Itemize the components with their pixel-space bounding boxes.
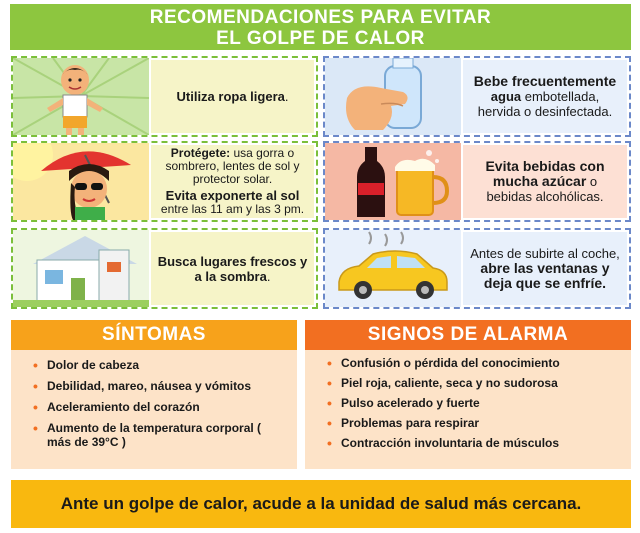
tip-coche (323, 228, 631, 309)
tip-protegete-text-1: Protégete: usa gorra o sombrero, lentes de sol y protector solar. (165, 146, 300, 186)
tip-coche-text: Antes de subirte al coche, abre las ventanas y deja que se enfríe. (470, 246, 620, 291)
signos-alarma-title: SIGNOS DE ALARMA (305, 320, 631, 350)
footer-banner: Ante un golpe de calor, acude a la unidad de salud más cercana. (11, 480, 631, 528)
title-line-2: EL GOLPE DE CALOR (216, 28, 425, 49)
tip-ropa-ligera (11, 56, 318, 137)
signos-alarma-panel (305, 320, 631, 469)
main-title (10, 4, 631, 50)
tip-lugares-text: Busca lugares frescos y a la sombra. (157, 253, 308, 284)
tip-protegete-text-2: Evita exponerte al sol entre las 11 am y las 3 pm. (160, 188, 305, 216)
list-item: • Contracción involuntaria de músculos (327, 436, 621, 450)
tip-evita-bebidas (323, 141, 631, 222)
house-shade-illustration (13, 230, 149, 307)
title-line-1: RECOMENDACIONES PARA EVITAR (149, 7, 492, 28)
sintomas-panel (11, 320, 297, 469)
tip-ropa-text: Utiliza ropa ligera. (176, 89, 289, 104)
tip-agua-text: Bebe frecuentemente agua embotellada, hervida o desinfectada. (473, 73, 617, 119)
hand-water-bottle-illustration (325, 58, 461, 135)
list-item: • Pulso acelerado y fuerte (327, 396, 621, 410)
list-item: • Piel roja, caliente, seca y no sudorosa (327, 376, 621, 390)
sintomas-title: SÍNTOMAS (11, 320, 297, 350)
list-item: • Aceleramiento del corazón (33, 400, 287, 414)
list-item: • Problemas para respirar (327, 416, 621, 430)
soda-beer-illustration (325, 143, 461, 220)
list-item: • Debilidad, mareo, náusea y vómitos (33, 379, 287, 393)
tip-lugares-frescos (11, 228, 318, 309)
tip-protegete (11, 141, 318, 222)
sintomas-list (11, 350, 297, 449)
list-item: • Aumento de la temperatura corporal ( más de 39°C ) (33, 421, 287, 449)
list-item: • Confusión o pérdida del conocimiento (327, 356, 621, 370)
tip-bebidas-text: Evita bebidas con mucha azúcar o bebidas alcohólicas. (485, 158, 605, 204)
boy-light-clothes-illustration (13, 58, 149, 135)
list-item: • Dolor de cabeza (33, 358, 287, 372)
tip-bebe-agua (323, 56, 631, 137)
car-heat-illustration (325, 230, 461, 307)
woman-sun-protection-illustration (13, 143, 149, 220)
signos-alarma-list (305, 350, 631, 450)
